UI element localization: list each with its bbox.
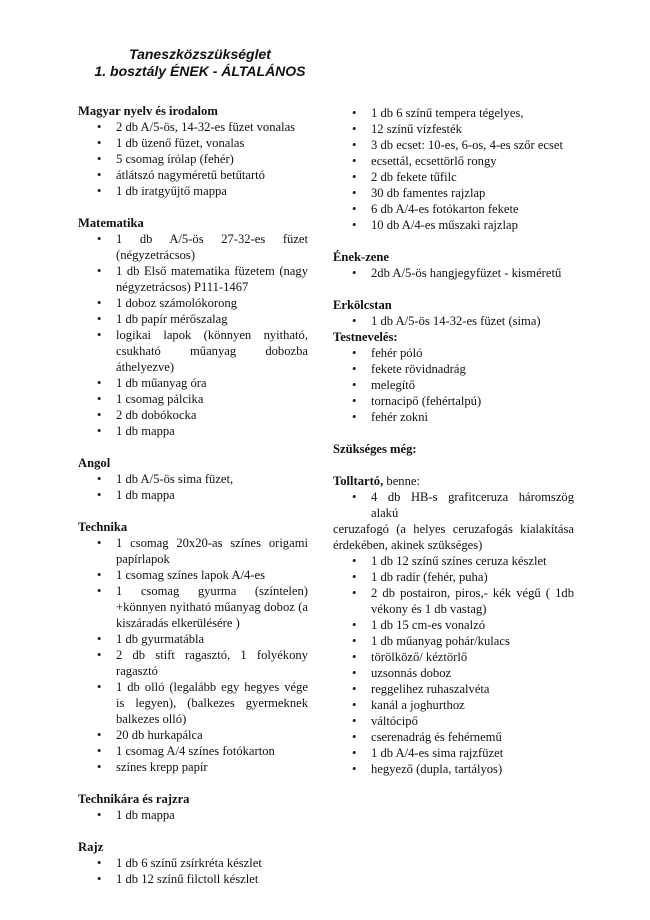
list-item: • 1 db gyurmatábla [78, 631, 308, 647]
section-heading: Tolltartó, [333, 474, 384, 488]
list-item: • 1 db olló (legalább egy hegyes vége is legyen), (balkezes gyermeknek balkezes olló) [78, 679, 308, 727]
list-item: • tornacipő (fehértalpú) [333, 393, 574, 409]
item-list [78, 807, 308, 823]
list-item: • 2 db fekete tűfilc [333, 169, 574, 185]
list-item: • fekete rövidnadrág [333, 361, 574, 377]
list-item: • törölköző/ kéztörlő [333, 649, 574, 665]
list-item: • 1 db 6 színű tempera tégelyes, [333, 105, 574, 121]
section-heading: Erkölcstan [333, 298, 392, 312]
list-item: • 1 csomag 20x20-as színes origami papírlapok [78, 535, 308, 567]
list-item: • 1 db 6 színű zsírkréta készlet [78, 855, 308, 871]
list-item: • logikai lapok (könnyen nyitható, csukható műanyag dobozba áthelyezve) [78, 327, 308, 375]
list-item: • színes krepp papír [78, 759, 308, 775]
list-item: • 1 db 15 cm-es vonalzó [333, 617, 574, 633]
title-line-2: 1. bosztály ÉNEK - ÁLTALÁNOS [94, 63, 306, 79]
item-list [78, 231, 308, 439]
list-item: • 1 db 12 színű színes ceruza készlet [333, 553, 574, 569]
list-item: • 1 csomag pálcika [78, 391, 308, 407]
list-item: • 1 db papír mérőszalag [78, 311, 308, 327]
section-heading: Rajz [78, 840, 104, 854]
list-item: • cserenadrág és fehérnemű [333, 729, 574, 745]
right-column [333, 105, 574, 793]
left-column [78, 103, 308, 903]
item-list [333, 345, 574, 425]
item-list [78, 535, 308, 775]
section-heading: Szükséges még: [333, 442, 417, 456]
section-enek-zene [333, 249, 574, 281]
list-item: • 12 színű vízfesték [333, 121, 574, 137]
list-item: • 1 doboz számolókorong [78, 295, 308, 311]
list-item: • 2 db stift ragasztó, 1 folyékony ragasztó [78, 647, 308, 679]
item-list [333, 313, 574, 329]
heading-suffix: benne: [383, 474, 420, 488]
list-item: • uzsonnás doboz [333, 665, 574, 681]
list-item: • 5 csomag írólap (fehér) [78, 151, 308, 167]
section-heading: Technika [78, 520, 128, 534]
list-item: • 1 db A/5-ös sima füzet, [78, 471, 308, 487]
section-testneveles [333, 329, 574, 425]
list-item: • fehér póló [333, 345, 574, 361]
list-item: • 2db A/5-ös hangjegyfüzet - kisméretű [333, 265, 574, 281]
list-item: • melegítő [333, 377, 574, 393]
section-matematika [78, 215, 308, 439]
list-item: • 20 db hurkapálca [78, 727, 308, 743]
list-item: • 1 db mappa [78, 423, 308, 439]
list-item: • 1 db A/5-ös 27-32-es füzet (négyzetrácsos) [78, 231, 308, 263]
list-item: • 1 db Első matematika füzetem (nagy négyzetrácsos) P111-1467 [78, 263, 308, 295]
list-item: • 2 db A/5-ös, 14-32-es füzet vonalas [78, 119, 308, 135]
item-list [333, 553, 574, 777]
list-item: • 1 db üzenő füzet, vonalas [78, 135, 308, 151]
list-item: • 1 csomag színes lapok A/4-es [78, 567, 308, 583]
list-item: • 1 db radír (fehér, puha) [333, 569, 574, 585]
section-heading: Angol [78, 456, 111, 470]
list-item: • 1 db A/4-es sima rajzfüzet [333, 745, 574, 761]
section-magyar [78, 103, 308, 199]
section-szukseges [333, 441, 574, 457]
section-angol [78, 455, 308, 503]
section-heading: Technikára és rajzra [78, 792, 190, 806]
list-item: • 1 db műanyag pohár/kulacs [333, 633, 574, 649]
list-item: • 1 db iratgyűjtő mappa [78, 183, 308, 199]
list-item: • 1 db műanyag óra [78, 375, 308, 391]
list-item: • 1 db 12 színű filctoll készlet [78, 871, 308, 887]
item-list [333, 105, 574, 233]
list-item: • váltócipő [333, 713, 574, 729]
section-heading: Ének-zene [333, 250, 389, 264]
section-heading: Testnevelés: [333, 330, 398, 344]
section-rajz [78, 839, 308, 887]
list-item: • 1 csomag gyurma (színtelen) +könnyen nyitható műanyag doboz (a kiszáradás elkerülésére ) [78, 583, 308, 631]
section-heading: Magyar nyelv és irodalom [78, 104, 218, 118]
item-list [333, 265, 574, 281]
list-item: • 3 db ecset: 10-es, 6-os, 4-es szőr ecset [333, 137, 574, 153]
list-item: • reggelihez ruhaszalvéta [333, 681, 574, 697]
list-item: • 2 db postairon, piros,- kék végű ( 1db vékony és 1 db vastag) [333, 585, 574, 617]
section-rajz-continued [333, 105, 574, 233]
item-list [78, 119, 308, 199]
item-list [78, 471, 308, 503]
list-item: • hegyező (dupla, tartályos) [333, 761, 574, 777]
list-item: • ecsettál, ecsettörlő rongy [333, 153, 574, 169]
list-item: • fehér zokni [333, 409, 574, 425]
item-list [333, 489, 574, 521]
list-item: • 1 csomag A/4 színes fotókarton [78, 743, 308, 759]
list-item: • 10 db A/4-es műszaki rajzlap [333, 217, 574, 233]
list-item: • 1 db A/5-ös 14-32-es füzet (sima) [333, 313, 574, 329]
section-technika [78, 519, 308, 775]
list-item: • 4 db HB-s grafitceruza háromszög alakú [333, 489, 574, 521]
list-item: • 2 db dobókocka [78, 407, 308, 423]
document-title [80, 46, 320, 80]
tolltarto-heading-line [333, 473, 574, 489]
section-erkolcstan [333, 297, 574, 329]
list-item: • 1 db mappa [78, 487, 308, 503]
list-item: • 1 db mappa [78, 807, 308, 823]
section-technika-rajz [78, 791, 308, 823]
list-item: • átlátszó nagyméretű betűtartó [78, 167, 308, 183]
list-item: • kanál a joghurthoz [333, 697, 574, 713]
section-tolltarto [333, 473, 574, 777]
title-line-1: Taneszközszükséglet [129, 46, 271, 62]
list-item: • 30 db famentes rajzlap [333, 185, 574, 201]
item-list [78, 855, 308, 887]
section-heading: Matematika [78, 216, 144, 230]
note-text: ceruzafogó (a helyes ceruzafogás kialakítása érdekében, akinek szükséges) [333, 522, 574, 552]
list-item: • 6 db A/4-es fotókarton fekete [333, 201, 574, 217]
